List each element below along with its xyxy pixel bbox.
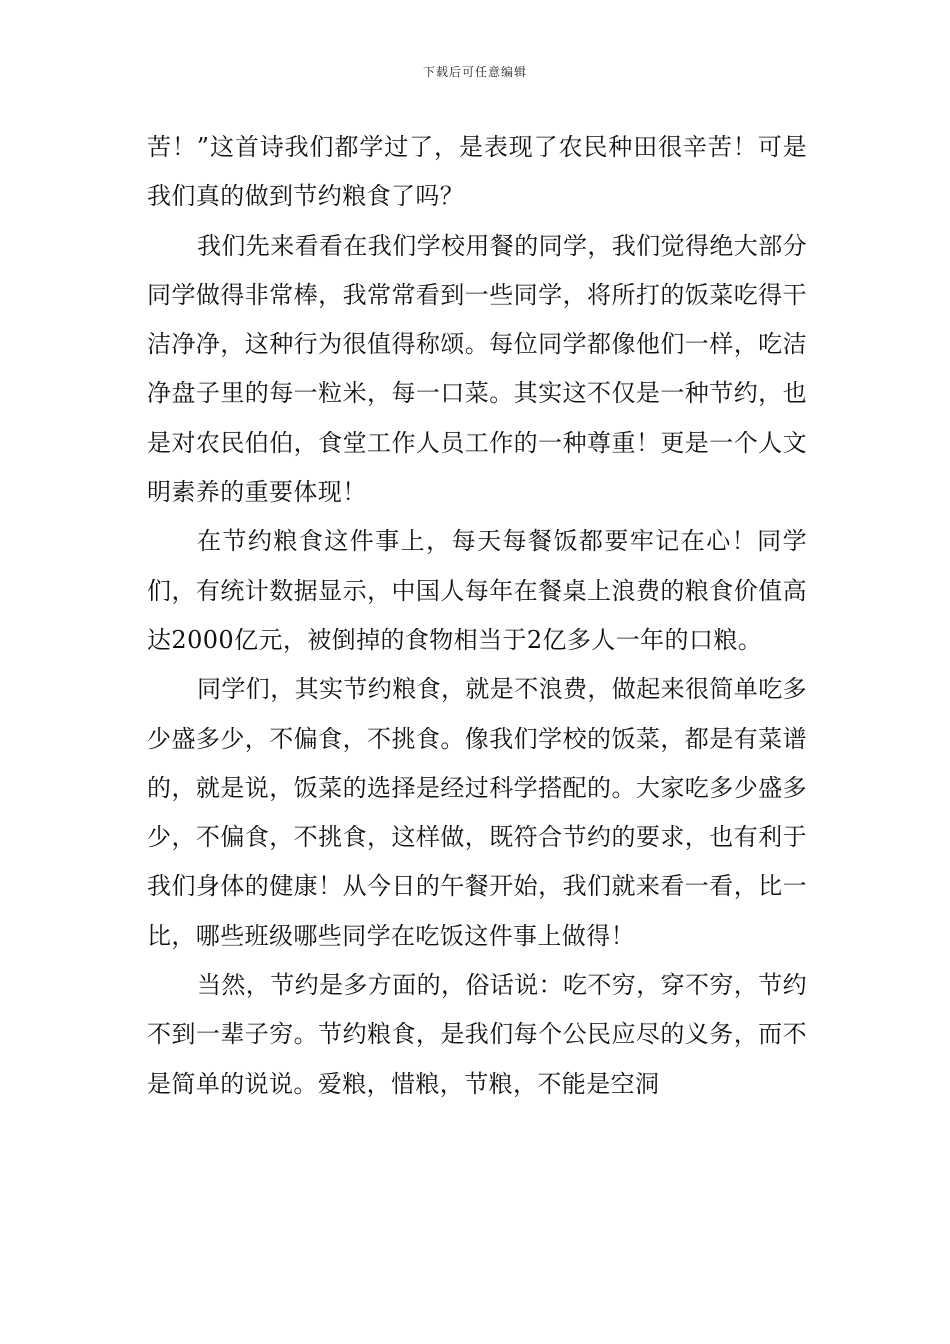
paragraph-1: 苦！”这首诗我们都学过了，是表现了农民种田很辛苦！可是我们真的做到节约粮食了吗？ (147, 133, 807, 211)
paragraph-3: 在节约粮食这件事上，每天每餐饭都要牢记在心！同学们，有统计数据显示，中国人每年在餐桌上浪费的粮食价值高达2000亿元，被倒掉的食物相当于2亿多人一年的口粮。 (147, 527, 807, 654)
page-header: 下载后可任意编辑 (422, 65, 527, 79)
paragraph-4: 同学们，其实节约粮食，就是不浪费，做起来很简单吃多少盛多少，不偏食，不挑食。像我们学校的饭菜，都是有菜谱的，就是说，饭菜的选择是经过科学搭配的。大家吃多少盛多少，不偏食，不挑食，这样做，既符合节约的要求，也有利于我们身体的健康！从今日的午餐开始，我们就来看一看，比一比，哪些班级哪些同学在吃饭这件事上做得！ (147, 675, 807, 950)
paragraph-5: 当然，节约是多方面的，俗话说：吃不穷，穿不穷，节约不到一辈子穷。节约粮食，是我们每个公民应尽的义务，而不是简单的说说。爱粮，惜粮，节粮，不能是空洞 (147, 971, 807, 1098)
paragraph-2: 我们先来看看在我们学校用餐的同学，我们觉得绝大部分同学做得非常棒，我常常看到一些同学，将所打的饭菜吃得干洁净净，这种行为很值得称颂。每位同学都像他们一样，吃洁净盘子里的每一粒米，每一口菜。其实这不仅是一种节约，也是对农民伯伯，食堂工作人员工作的一种尊重！更是一个人文明素养的重要体现！ (147, 231, 807, 507)
document-body (147, 123, 807, 1109)
